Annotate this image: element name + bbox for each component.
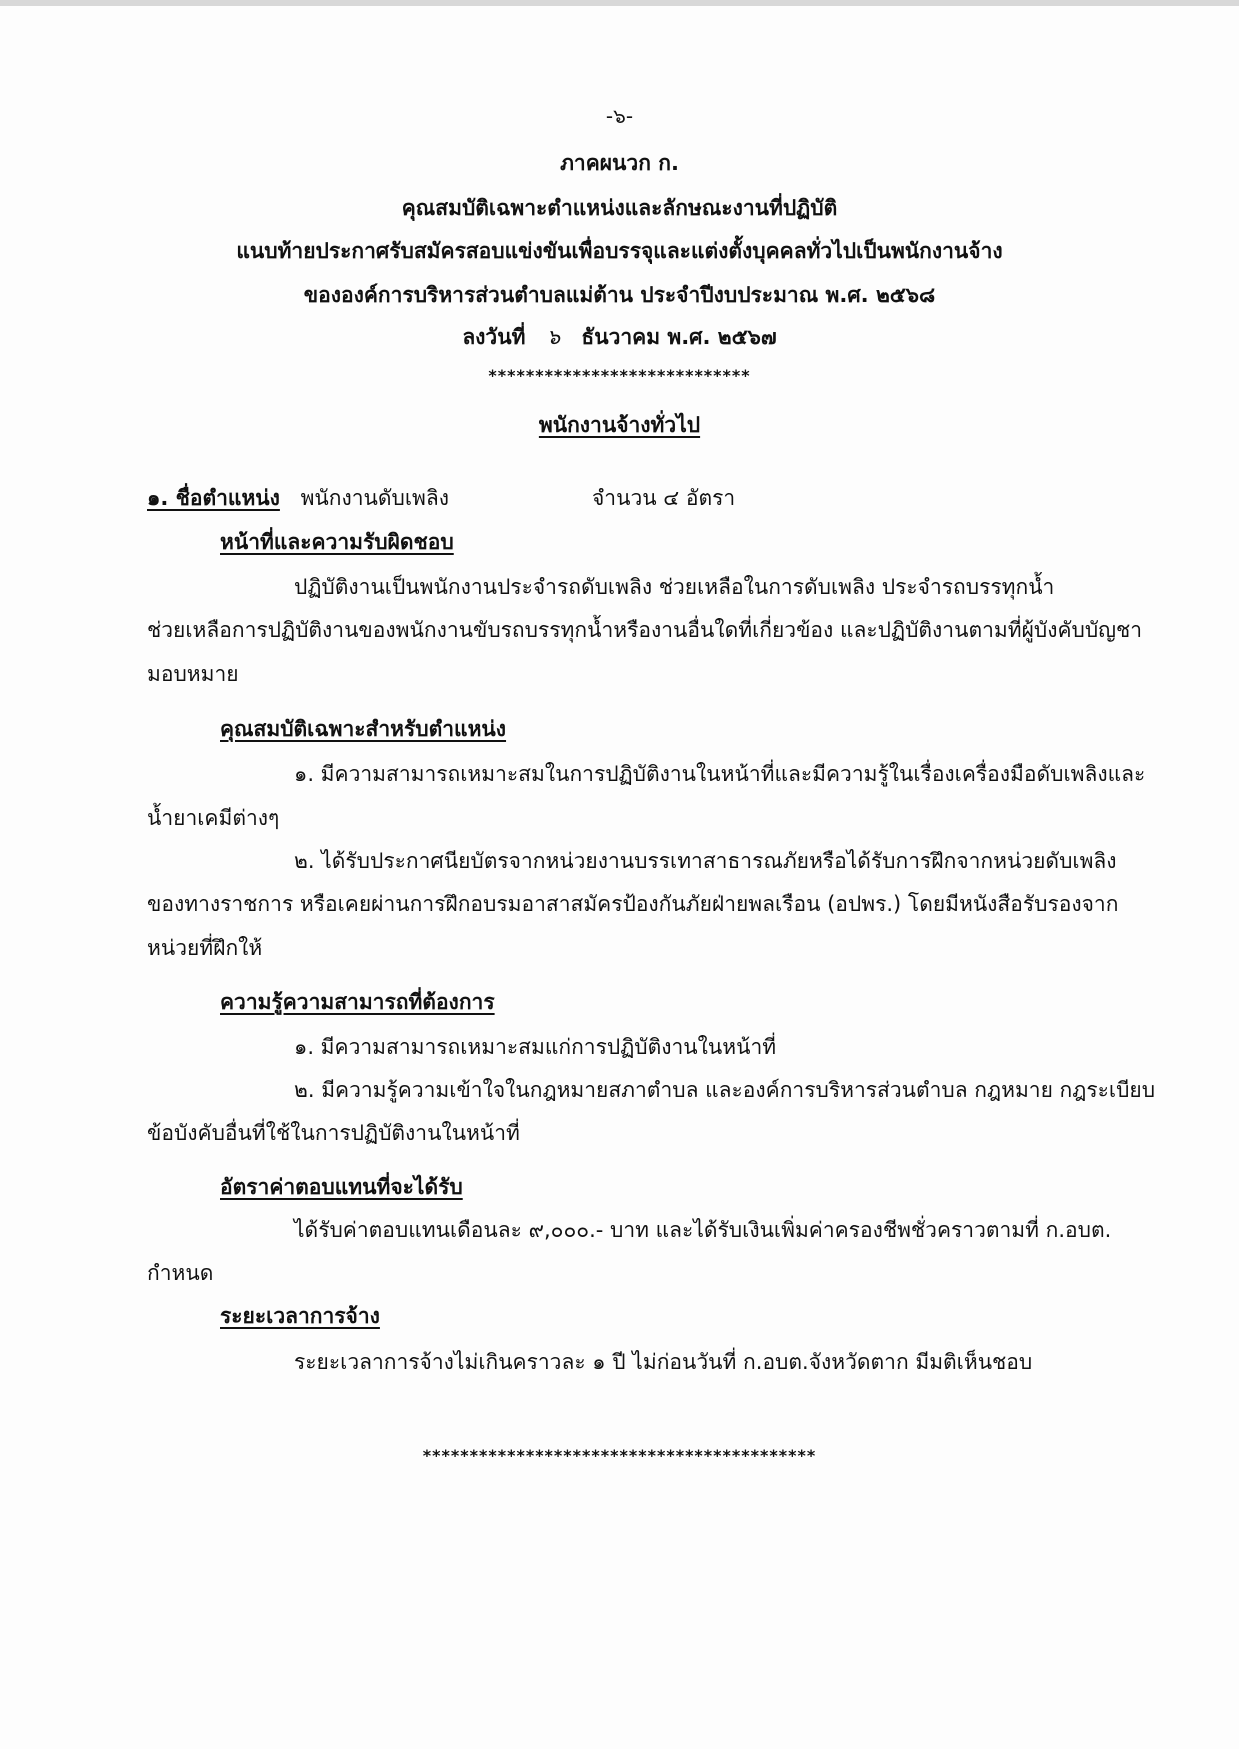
- position-row: [147, 482, 449, 515]
- position-label: ๑. ชื่อตำแหน่ง: [147, 486, 280, 510]
- date-rest: ธันวาคม พ.ศ. ๒๕๖๗: [581, 325, 777, 349]
- compensation-heading: อัตราค่าตอบแทนที่จะได้รับ: [220, 1175, 463, 1199]
- page-number: -๖-: [605, 104, 634, 128]
- scan-edge: [0, 0, 1239, 6]
- header-separator: ****************************: [488, 366, 751, 385]
- document-date: [0, 321, 1239, 354]
- qualifications-line: หน่วยที่ฝึกให้: [147, 936, 263, 960]
- knowledge-heading: ความรู้ความสามารถที่ต้องการ: [220, 990, 495, 1014]
- knowledge-line: ๒. มีความรู้ความเข้าใจในกฎหมายสภาตำบล และองค์การบริหารส่วนตำบล กฎหมาย กฎระเบียบ: [294, 1078, 1156, 1102]
- qualifications-line: ๑. มีความสามารถเหมาะสมในการปฏิบัติงานในหน้าที่และมีความรู้ในเรื่องเครื่องมือดับเพลิงและ: [294, 762, 1146, 786]
- duties-line: ช่วยเหลือการปฏิบัติงานของพนักงานขับรถบรรทุกน้ำหรืองานอื่นใดที่เกี่ยวข้อง และปฏิบัติงานตามที่ผู้บังคับบัญชา: [147, 618, 1143, 642]
- duties-line: ปฏิบัติงานเป็นพนักงานประจำรถดับเพลิง ช่วยเหลือในการดับเพลิง ประจำรถบรรทุกน้ำ: [294, 575, 1055, 599]
- period-line: ระยะเวลาการจ้างไม่เกินคราวละ ๑ ปี ไม่ก่อนวันที่ ก.อบต.จังหวัดตาก มีมติเห็นชอบ: [294, 1350, 1033, 1374]
- document-subtitle-1: แนบท้ายประกาศรับสมัครสอบแข่งขันเพื่อบรรจุและแต่งตั้งบุคคลทั่วไปเป็นพนักงานจ้าง: [236, 239, 1003, 263]
- qualifications-heading: คุณสมบัติเฉพาะสำหรับตำแหน่ง: [220, 717, 507, 741]
- compensation-line: กำหนด: [147, 1261, 214, 1285]
- qualifications-line: ของทางราชการ หรือเคยผ่านการฝึกอบรมอาสาสมัครป้องกันภัยฝ่ายพลเรือน (อปพร.) โดยมีหนังสือรับรองจาก: [147, 892, 1119, 916]
- appendix-label: ภาคผนวก ก.: [560, 151, 679, 175]
- date-day: ๖: [546, 325, 561, 349]
- knowledge-line: ๑. มีความสามารถเหมาะสมแก่การปฏิบัติงานในหน้าที่: [294, 1035, 777, 1059]
- qualifications-line: น้ำยาเคมีต่างๆ: [147, 806, 280, 830]
- compensation-line: ได้รับค่าตอบแทนเดือนละ ๙,๐๐๐.- บาท และได้รับเงินเพิ่มค่าครองชีพชั่วคราวตามที่ ก.อบต.: [294, 1218, 1112, 1242]
- position-name: พนักงานดับเพลิง: [300, 486, 450, 510]
- section-title: พนักงานจ้างทั่วไป: [538, 413, 701, 437]
- document-subtitle-2: ขององค์การบริหารส่วนตำบลแม่ต้าน ประจำปีงบประมาณ พ.ศ. ๒๕๖๘: [303, 283, 936, 307]
- duties-line: มอบหมาย: [147, 662, 239, 686]
- qualifications-line: ๒. ได้รับประกาศนียบัตรจากหน่วยงานบรรเทาสาธารณภัยหรือได้รับการฝึกจากหน่วยดับเพลิง: [294, 849, 1117, 873]
- period-heading: ระยะเวลาการจ้าง: [220, 1304, 380, 1328]
- knowledge-line: ข้อบังคับอื่นที่ใช้ในการปฏิบัติงานในหน้าที่: [147, 1121, 520, 1145]
- duties-heading: หน้าที่และความรับผิดชอบ: [220, 530, 454, 554]
- date-prefix: ลงวันที่: [462, 325, 526, 349]
- document-title: คุณสมบัติเฉพาะตำแหน่งและลักษณะงานที่ปฏิบัติ: [401, 196, 838, 220]
- position-count: จำนวน ๔ อัตรา: [592, 486, 736, 510]
- footer-separator: ******************************************: [422, 1446, 817, 1465]
